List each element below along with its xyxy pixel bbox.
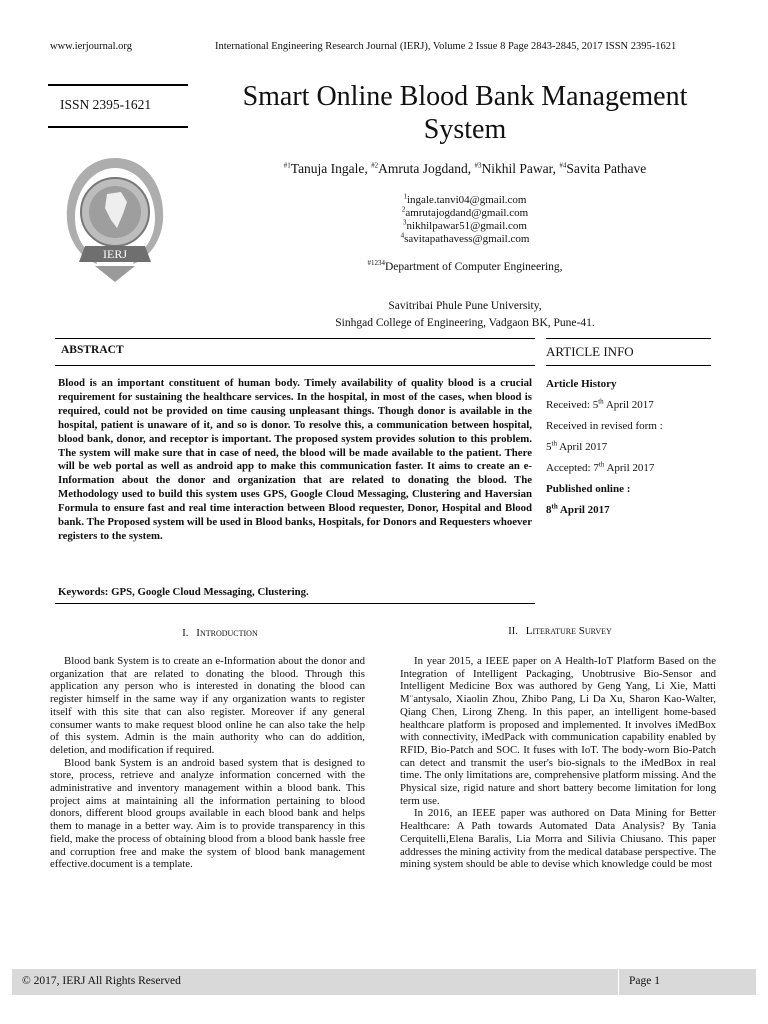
page-number-box	[618, 969, 757, 995]
email-4: $^4$savitapathavess@gmail.com	[400, 231, 530, 245]
abstract-divider	[55, 603, 535, 604]
author-1-mark: #1	[283, 161, 291, 170]
page-footer	[12, 969, 756, 995]
abstract-heading: ABSTRACT	[61, 344, 124, 356]
section-1-paragraph: Blood bank System is to create an e-Information about the donor and organization that are related to donating the blood. Through this application any person who is interested in donating the blood can register himself in the same way if any organization wants to register itself with this site that can also register. Moreover if any general consumer wants to make request blood online he can also take the help of this system. Admin is the main authority who can do addition, deletion, and modification if required.	[50, 655, 365, 756]
section-1-paragraph: Blood bank System is an android based system that is designed to store, process, retrieve and analyze information concerned with the administrative and inventory management within a blood bank. This project aims at maintaining all the information pertaining to blood donors, different blood groups available in each blood bank and helps them to manage in a better way. Aim is to provide transparency in this field, make the process of obtaining blood from a blood bank hassle free and corruption free and make the system of blood bank management effective.document is a template.	[50, 756, 365, 871]
author-4: Savita Pathave	[566, 161, 647, 176]
article-info	[546, 374, 716, 521]
section-2-title: Literature Survey	[525, 625, 612, 637]
section-1-heading	[55, 627, 385, 639]
email-list	[205, 194, 725, 246]
paper-title: Smart Online Blood Bank Management System	[242, 81, 688, 145]
university: Savitribai Phule Pune University,	[388, 300, 542, 312]
accepted-date: Accepted: 7th April 2017	[546, 460, 655, 474]
department: $^{\#1234}$Department of Computer Engineering,	[367, 259, 563, 273]
author-list	[205, 161, 725, 177]
section-1-body	[50, 655, 365, 871]
journal-website: www.ierjournal.org	[50, 41, 132, 52]
author-2-mark: #2	[371, 161, 379, 170]
published-label: Published online :	[546, 483, 631, 495]
section-2-paragraph: In 2016, an IEEE paper was authored on Data Mining for Better Healthcare: A Path towards Automated Data Analysis? By Tania Cerquitelli,Elena Baralis, Lia Morra and Silivia Chiusano. This paper addresses the mining activity from the medical database perspective. The mining system should be able to devise which knowledge could be most	[400, 807, 716, 871]
section-1-number: I.	[182, 628, 189, 639]
keywords: Keywords: GPS, Google Cloud Messaging, Clustering.	[58, 586, 309, 598]
abstract-heading-bar	[55, 338, 535, 366]
logo-text: IERJ	[103, 247, 127, 261]
section-2-body	[400, 655, 716, 871]
journal-citation: International Engineering Research Journal (IERJ), Volume 2 Issue 8 Page 2843-2845, 2017 ISSN 2395-1621	[215, 41, 677, 52]
email-3: $^3$nikhilpawar51@gmail.com	[403, 218, 527, 232]
author-3-mark: #3	[474, 161, 482, 170]
section-1-title: Introduction	[196, 627, 258, 639]
issn-label: ISSN 2395-1621	[60, 97, 152, 112]
section-2-number: II.	[508, 626, 518, 637]
article-info-heading: ARTICLE INFO	[546, 344, 634, 359]
author-3: Nikhil Pawar,	[481, 161, 560, 176]
ierj-logo	[55, 150, 175, 290]
email-2: $^2$amrutajogdand@gmail.com	[401, 205, 529, 219]
section-2-heading	[400, 625, 720, 637]
article-history-label: Article History	[546, 378, 617, 390]
article-info-heading-bar	[546, 338, 711, 366]
page-number: Page 1	[629, 975, 660, 987]
author-1: Tanuja Ingale,	[290, 161, 372, 176]
author-2: Amruta Jogdand,	[378, 161, 475, 176]
published-date: 8th April 2017	[546, 502, 610, 516]
issn-box	[48, 84, 188, 128]
section-2-paragraph: In year 2015, a IEEE paper on A Health-IoT Platform Based on the Integration of Intelligent Packaging, Unobtrusive Bio-Sensor and Intelligent Medicine Box was authored by Geng Yang, Li Xie, Matti M¨antysalo, Xiaolin Zhou, Zhibo Pang, Li Da Xu, Sharon Kao-Walter, Qiang Chen, Lirong Zheng. In this paper, an intelligent home-based healthcare platform is proposed and implemented. It involves iMedBox with connectivity, iMedPack with communication capability enabled by RFID, Bio-Patch and SOC. It fuses with IoT. The body-worn Bio-Patch can detect and transmit the user's bio-signals to the iMedBox in real time. The only limitations are, comprehensive platform missing. And the Physical size, rigid nature and short battery become limitation for long term use.	[400, 655, 716, 807]
revised-label: Received in revised form :	[546, 420, 663, 432]
received-date: Received: 5th April 2017	[546, 397, 654, 411]
affiliation	[205, 298, 725, 332]
email-1: $^1$ingale.tanvi04@gmail.com	[403, 192, 527, 206]
copyright: © 2017, IERJ All Rights Reserved	[22, 975, 181, 987]
college: Sinhgad College of Engineering, Vadgaon BK, Pune-41.	[335, 317, 595, 329]
author-4-mark: #4	[559, 161, 567, 170]
revised-date: 5th April 2017	[546, 439, 608, 453]
abstract-text: Blood is an important constituent of human body. Timely availability of quality blood is a crucial requirement for sustaining the healthcare services. In the hospital, in most of the cases, when blood is required, could not be provided on time causing unpleasant things. Though donor is available in the hospital, patient is unaware of it, and so is donor. To resolve this, a communication between hospital, blood bank, donor, and receptor is important. The proposed system provides solution to this problem. The system will make sure that in case of need, the blood will be made available to the patient. There will be web portal as well as android app to make this communication faster. It aims to create an e-Information about the donor and organization that are related to donating the blood. The Methodology used to build this system uses GPS, Google Cloud Messaging, Clustering and Haversian Formula to ensure fast and real time interaction between Blood requester, Donor, Hospital and Blood bank. The Proposed system will be used in Blood banks, Hospitals, for Donors and Requesters whoever registers to the system.	[58, 377, 532, 542]
